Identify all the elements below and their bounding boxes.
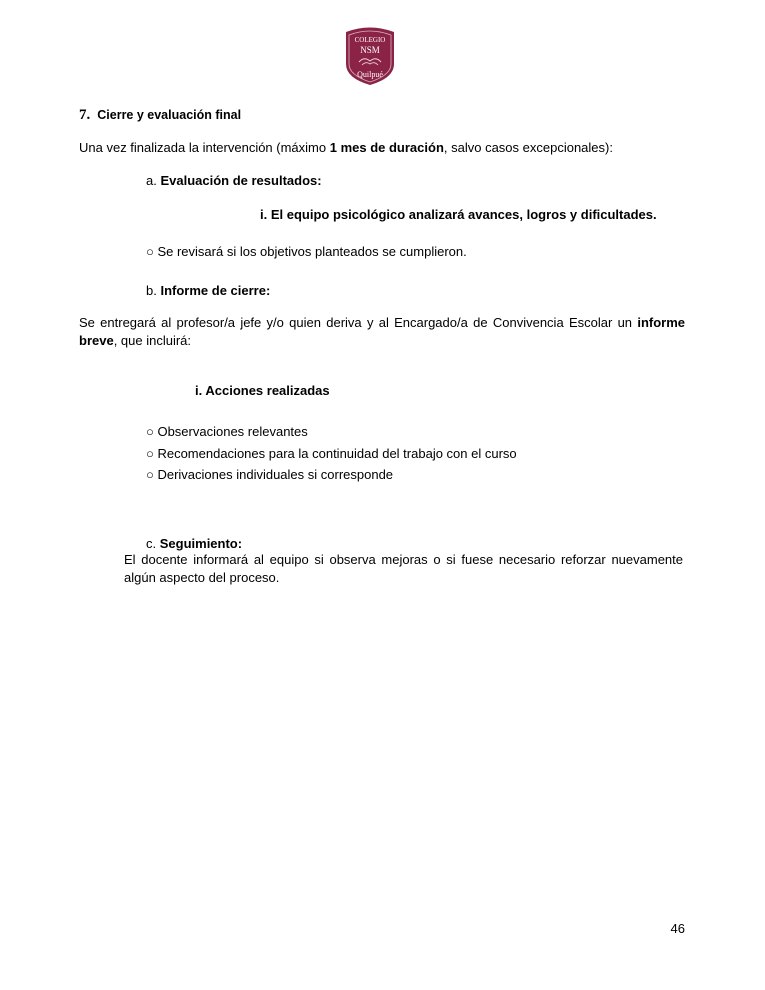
section-number: 7. [79, 107, 91, 123]
svg-text:NSM: NSM [360, 45, 380, 55]
item-a-subitem: i. El equipo psicológico analizará avances, logros y dificultades. [260, 207, 657, 222]
report-text: Se entregará al profesor/a jefe y/o quien deriva y al Encargado/a de Convivencia Escolar un [79, 315, 638, 330]
report-text-end: , que incluirá: [113, 333, 192, 348]
intro-text-end: , salvo casos excepcionales): [443, 140, 613, 155]
intro-paragraph [79, 140, 613, 155]
item-a-bullet: ○ Se revisará si los objetivos planteados se cumplieron. [146, 244, 467, 259]
followup-paragraph: El docente informará al equipo si observa mejoras o si fuese necesario reforzar nuevamente algún aspecto del proceso. [124, 552, 683, 585]
section-title: Cierre y evaluación final [97, 108, 242, 122]
list-item: ○ Derivaciones individuales si corresponde [146, 467, 394, 482]
intro-text: Una vez finalizada la intervención (máximo [79, 140, 330, 155]
item-c-label: Seguimiento: [159, 536, 243, 551]
item-b-letter: b. [146, 283, 161, 298]
svg-text:Quilpué: Quilpué [357, 70, 383, 79]
item-b [146, 283, 270, 298]
svg-text:COLEGIO: COLEGIO [354, 36, 386, 44]
list-item: ○ Observaciones relevantes [146, 424, 308, 439]
list-item: ○ Recomendaciones para la continuidad del trabajo con el curso [146, 445, 517, 461]
page-number: 46 [670, 921, 685, 936]
item-b-label: Informe de cierre: [160, 283, 271, 298]
item-a-label: Evaluación de resultados: [160, 173, 322, 188]
section-heading [79, 107, 241, 124]
item-a-letter: a. [146, 173, 161, 188]
bullet-list [146, 421, 517, 486]
intro-bold: 1 mes de duración [329, 140, 444, 155]
report-bold: informe breve [79, 315, 685, 348]
item-a [146, 173, 322, 188]
report-paragraph [79, 314, 685, 350]
school-crest-logo [342, 26, 398, 86]
item-c [146, 536, 242, 551]
item-b-subitem: i. Acciones realizadas [195, 383, 330, 398]
item-c-letter: c. [146, 536, 160, 551]
